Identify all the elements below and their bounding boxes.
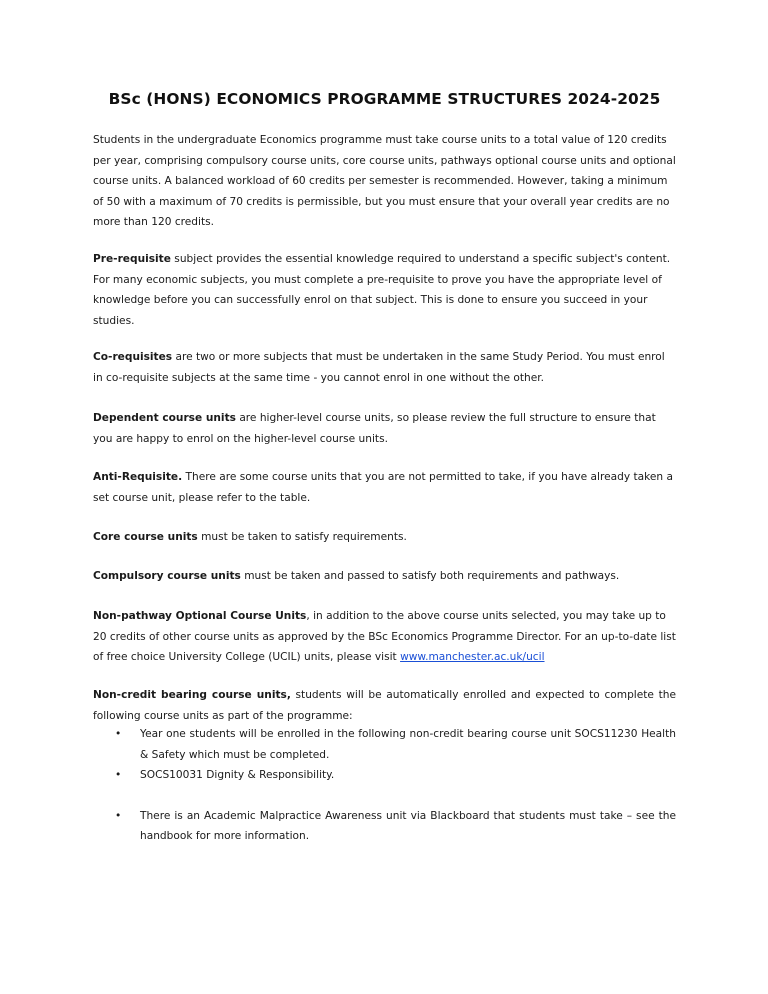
compulsory-units-text: must be taken and passed to satisfy both requirements and pathways. xyxy=(240,570,620,582)
bullet-text: Year one students will be enrolled in the following non-credit bearing course unit SOCS11230 Health & Safety which must be completed. xyxy=(140,728,676,761)
prerequisite-paragraph xyxy=(93,249,676,331)
core-units-text: must be taken to satisfy requirements. xyxy=(197,531,407,543)
corequisite-paragraph xyxy=(93,347,676,388)
bullet-icon: • xyxy=(115,728,122,740)
antirequisite-text: There are some course units that you are not permitted to take, if you have already taken a set course unit, please refer to the table. xyxy=(93,471,673,504)
corequisite-text: are two or more subjects that must be undertaken in the same Study Period. You must enrol in co-requisite subjects at the same time - you cannot enrol in one without the other. xyxy=(93,351,665,384)
prerequisite-text: subject provides the essential knowledge required to understand a specific subject's content. For many economic subjects, you must complete a pre-requisite to prove you have the appropriate level of knowledge before you can successfully enrol on that subject. This is done to ensure you succeed in your studies. xyxy=(93,253,671,327)
list-item xyxy=(93,724,676,765)
prerequisite-term: Pre-requisite xyxy=(93,253,171,265)
noncredit-term: Non-credit bearing course units, xyxy=(93,689,291,701)
bullet-icon: • xyxy=(115,769,122,781)
list-item xyxy=(93,806,676,847)
bullet-text: SOCS10031 Dignity & Responsibility. xyxy=(140,769,335,781)
noncredit-bullet-list xyxy=(93,724,676,847)
dependent-paragraph xyxy=(93,408,676,449)
corequisite-term: Co-requisites xyxy=(93,351,173,363)
core-units-paragraph xyxy=(93,527,676,548)
dependent-text: are higher-level course units, so please review the full structure to ensure that you are happy to enrol on the higher-level course units. xyxy=(93,412,656,445)
compulsory-units-term: Compulsory course units xyxy=(93,570,241,582)
antirequisite-paragraph xyxy=(93,467,676,508)
page-title: BSc (HONS) ECONOMICS PROGRAMME STRUCTURES 2024-2025 xyxy=(108,90,661,108)
nonpathway-paragraph xyxy=(93,606,676,668)
compulsory-units-paragraph xyxy=(93,566,676,587)
intro-paragraph: Students in the undergraduate Economics programme must take course units to a total value of 120 credits per year, comprising compulsory course units, core course units, pathways optional course units and optional course units. A balanced workload of 60 credits per semester is recommended. However, taking a minimum of 50 with a maximum of 70 credits is permissible, but you must ensure that your overall year credits are no more than 120 credits. xyxy=(93,134,676,228)
bullet-icon: • xyxy=(115,809,122,822)
nonpathway-term: Non-pathway Optional Course Units xyxy=(93,610,307,622)
nonpathway-text: , in addition to the above course units selected, you may take up to 20 credits of other course units as approved by the BSc Economics Programme Director. For an up-to-date list of free choice University College (UCIL) units, please visit xyxy=(93,610,676,663)
list-item xyxy=(93,765,676,786)
core-units-term: Core course units xyxy=(93,531,198,543)
noncredit-text: students will be automatically enrolled and expected to complete the following course units as part of the programme: xyxy=(93,689,676,722)
ucil-link[interactable]: www.manchester.ac.uk/ucil xyxy=(400,651,545,663)
bullet-text: There is an Academic Malpractice Awareness unit via Blackboard that students must take – see the handbook for more information. xyxy=(140,809,676,842)
antirequisite-term: Anti-Requisite. xyxy=(93,471,183,483)
dependent-term: Dependent course units xyxy=(93,412,236,424)
noncredit-paragraph xyxy=(93,685,676,726)
